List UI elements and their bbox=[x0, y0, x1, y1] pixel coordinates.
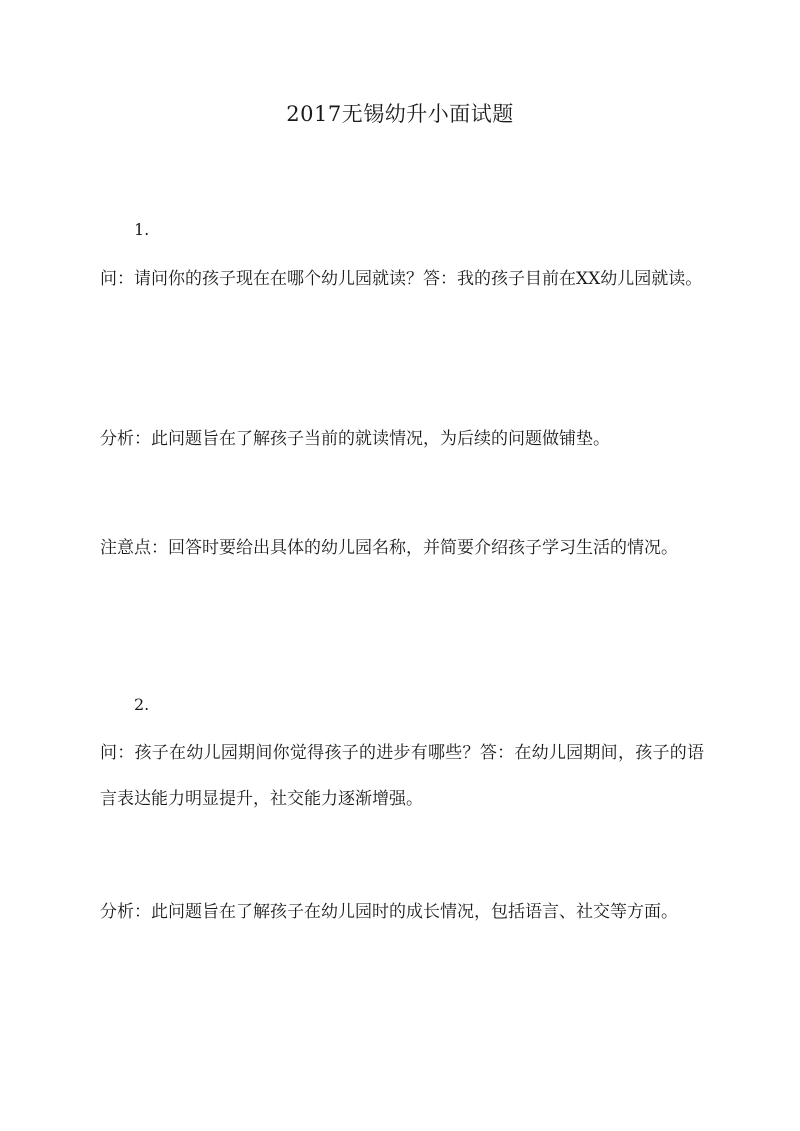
document-title: 2017无锡幼升小面试题 bbox=[286, 102, 514, 126]
section-1-question: 问：请问你的孩子现在在哪个幼儿园就读？答：我的孩子目前在XX幼儿园就读。 bbox=[100, 269, 703, 289]
section-2-analysis: 分析：此问题旨在了解孩子在幼儿园时的成长情况，包括语言、社交等方面。 bbox=[100, 902, 678, 922]
section-1-analysis: 分析：此问题旨在了解孩子当前的就读情况，为后续的问题做铺垫。 bbox=[100, 429, 610, 449]
section-2-question: 问：孩子在幼儿园期间你觉得孩子的进步有哪些？答：在幼儿园期间，孩子的语言表达能力明显提升，社交能力逐渐增强。 bbox=[100, 743, 704, 809]
section-1-number: 1. bbox=[134, 220, 150, 239]
section-2-number: 2. bbox=[134, 695, 150, 714]
section-1-note: 注意点：回答时要给出具体的幼儿园名称，并简要介绍孩子学习生活的情况。 bbox=[100, 538, 678, 558]
